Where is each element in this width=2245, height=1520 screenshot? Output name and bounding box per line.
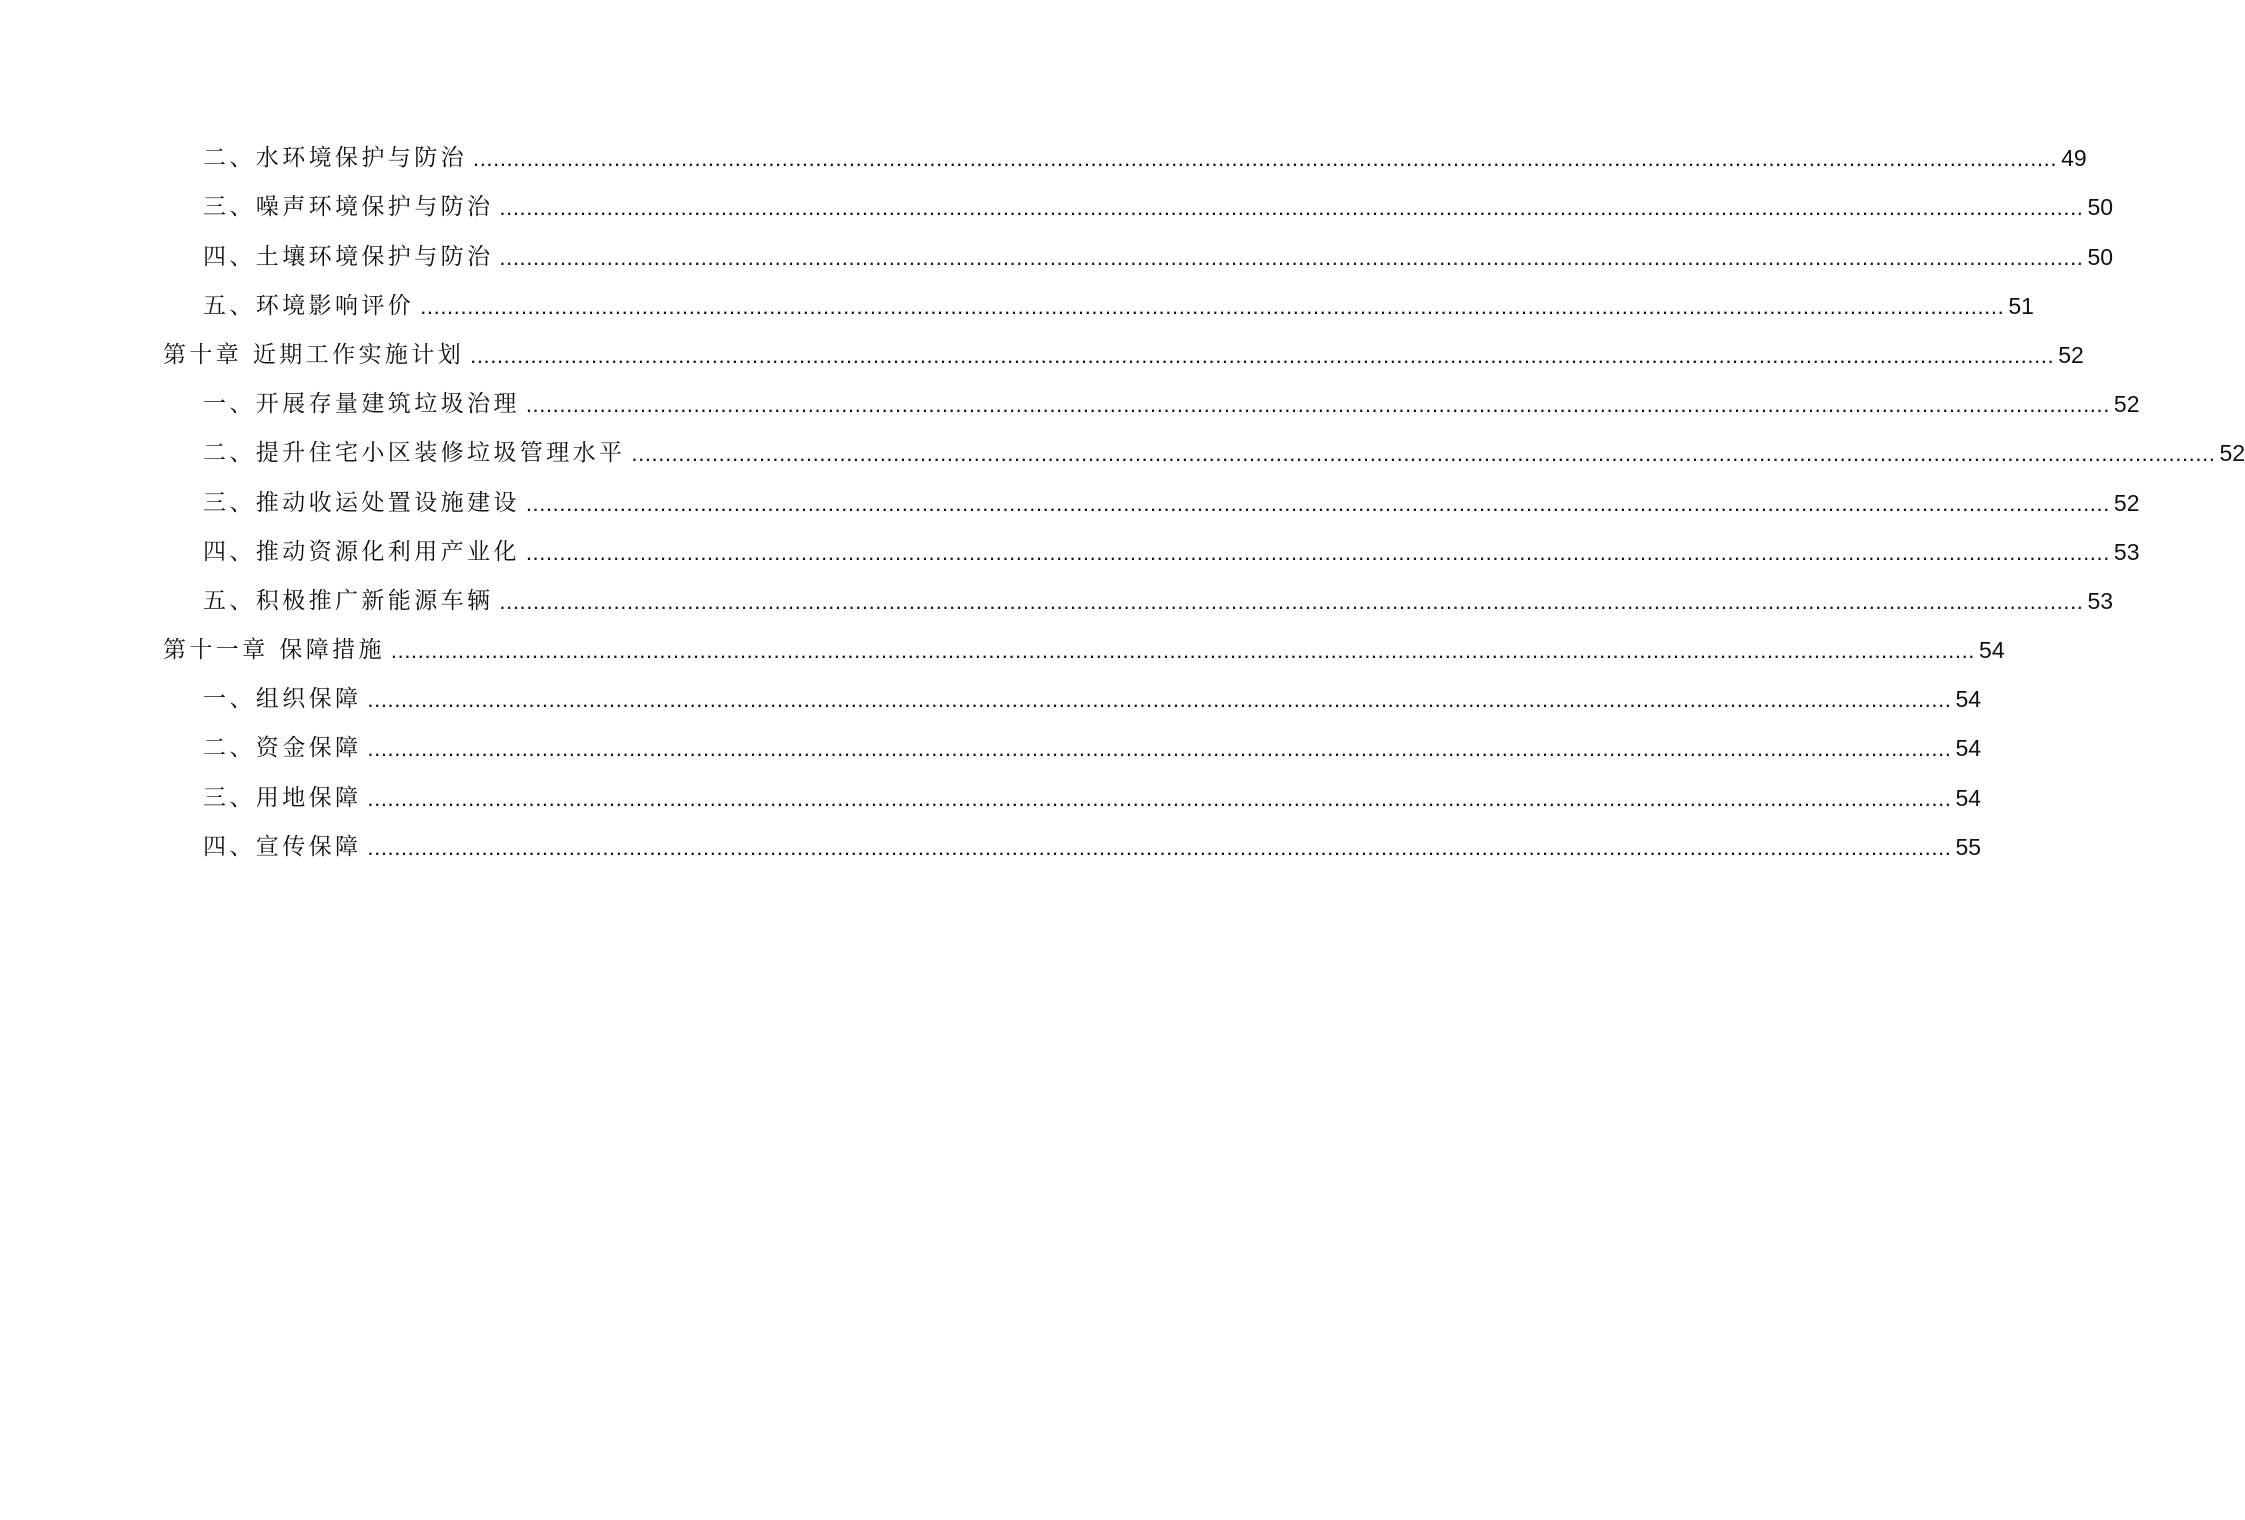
toc-entry-resource-utilization[interactable] (163, 515, 2140, 565)
toc-entry-title: 四、推动资源化利用产业化 (203, 538, 520, 565)
toc-chapter-10[interactable] (163, 318, 2084, 368)
toc-entry-title: 三、用地保障 (203, 784, 362, 811)
toc-entry-title: 二、水环境保护与防治 (203, 145, 467, 172)
toc-entry-new-energy-vehicles[interactable] (163, 564, 2114, 614)
toc-page-number: 52 (2113, 391, 2140, 418)
toc-page-number: 52 (2113, 489, 2140, 516)
toc-page-number: 54 (1955, 735, 1982, 762)
toc-dot-leader: ............................................................................................................................................................................................................................................ (525, 392, 2110, 418)
toc-entry-title: 一、组织保障 (203, 686, 362, 713)
toc-entry-facility-construction[interactable] (163, 465, 2140, 516)
toc-entry-funding[interactable] (163, 711, 1982, 762)
toc-entry-title: 三、推动收运处置设施建设 (203, 489, 520, 516)
toc-dot-leader: ............................................................................................................................................................................................................................................ (367, 736, 1952, 762)
toc-page-number: 51 (2008, 292, 2034, 319)
toc-entry-organization[interactable] (163, 662, 1982, 713)
toc-dot-leader: ............................................................................................................................................................................................................................................ (473, 146, 2058, 172)
toc-page-number: 50 (2087, 194, 2114, 221)
toc-chapter-title: 第十一章 保障措施 (163, 637, 385, 664)
toc-entry-water-protection[interactable] (163, 121, 2087, 172)
toc-page-number: 52 (2219, 440, 2245, 467)
toc-page-number: 50 (2087, 243, 2114, 270)
toc-entry-renovation-waste[interactable] (163, 416, 2245, 467)
toc-entry-soil-protection[interactable] (163, 219, 2114, 270)
table-of-contents (163, 121, 2245, 860)
toc-dot-leader: ............................................................................................................................................................................................................................................ (390, 638, 1976, 664)
toc-page-number: 52 (2058, 341, 2084, 368)
toc-page-number: 49 (2061, 145, 2087, 172)
toc-dot-leader: ............................................................................................................................................................................................................................................ (499, 195, 2084, 221)
toc-entry-title: 三、噪声环境保护与防治 (203, 194, 494, 221)
toc-entry-publicity[interactable] (163, 810, 1982, 860)
toc-dot-leader: ............................................................................................................................................................................................................................................ (525, 539, 2110, 565)
toc-page-number: 55 (1955, 833, 1982, 860)
toc-dot-leader: ............................................................................................................................................................................................................................................ (631, 441, 2216, 467)
toc-dot-leader: ............................................................................................................................................................................................................................................ (367, 834, 1952, 860)
toc-entry-land-use[interactable] (163, 760, 1982, 811)
toc-entry-environmental-assessment[interactable] (163, 269, 2034, 319)
toc-dot-leader: ............................................................................................................................................................................................................................................ (367, 785, 1952, 811)
toc-page-number: 54 (1979, 637, 2005, 664)
toc-chapter-title: 第十章 近期工作实施计划 (163, 341, 465, 368)
toc-page-number: 54 (1955, 784, 1982, 811)
toc-page-number: 53 (2087, 587, 2114, 614)
toc-entry-title: 五、环境影响评价 (203, 292, 415, 319)
toc-entry-title: 五、积极推广新能源车辆 (203, 587, 494, 614)
toc-entry-title: 四、宣传保障 (203, 833, 362, 860)
toc-entry-title: 二、提升住宅小区装修垃圾管理水平 (203, 440, 626, 467)
toc-dot-leader: ............................................................................................................................................................................................................................................ (420, 293, 2005, 319)
toc-dot-leader: ............................................................................................................................................................................................................................................ (470, 342, 2055, 368)
toc-entry-title: 一、开展存量建筑垃圾治理 (203, 391, 520, 418)
toc-dot-leader: ............................................................................................................................................................................................................................................ (499, 244, 2084, 270)
toc-chapter-11[interactable] (163, 613, 2005, 664)
toc-dot-leader: ............................................................................................................................................................................................................................................ (525, 490, 2110, 516)
toc-entry-noise-protection[interactable] (163, 170, 2114, 221)
toc-dot-leader: ............................................................................................................................................................................................................................................ (499, 588, 2084, 614)
toc-entry-title: 四、土壤环境保护与防治 (203, 243, 494, 270)
toc-entry-existing-waste[interactable] (163, 367, 2140, 418)
toc-page-number: 53 (2113, 538, 2140, 565)
toc-entry-title: 二、资金保障 (203, 735, 362, 762)
toc-dot-leader: ............................................................................................................................................................................................................................................ (367, 687, 1952, 713)
toc-page-number: 54 (1955, 686, 1982, 713)
